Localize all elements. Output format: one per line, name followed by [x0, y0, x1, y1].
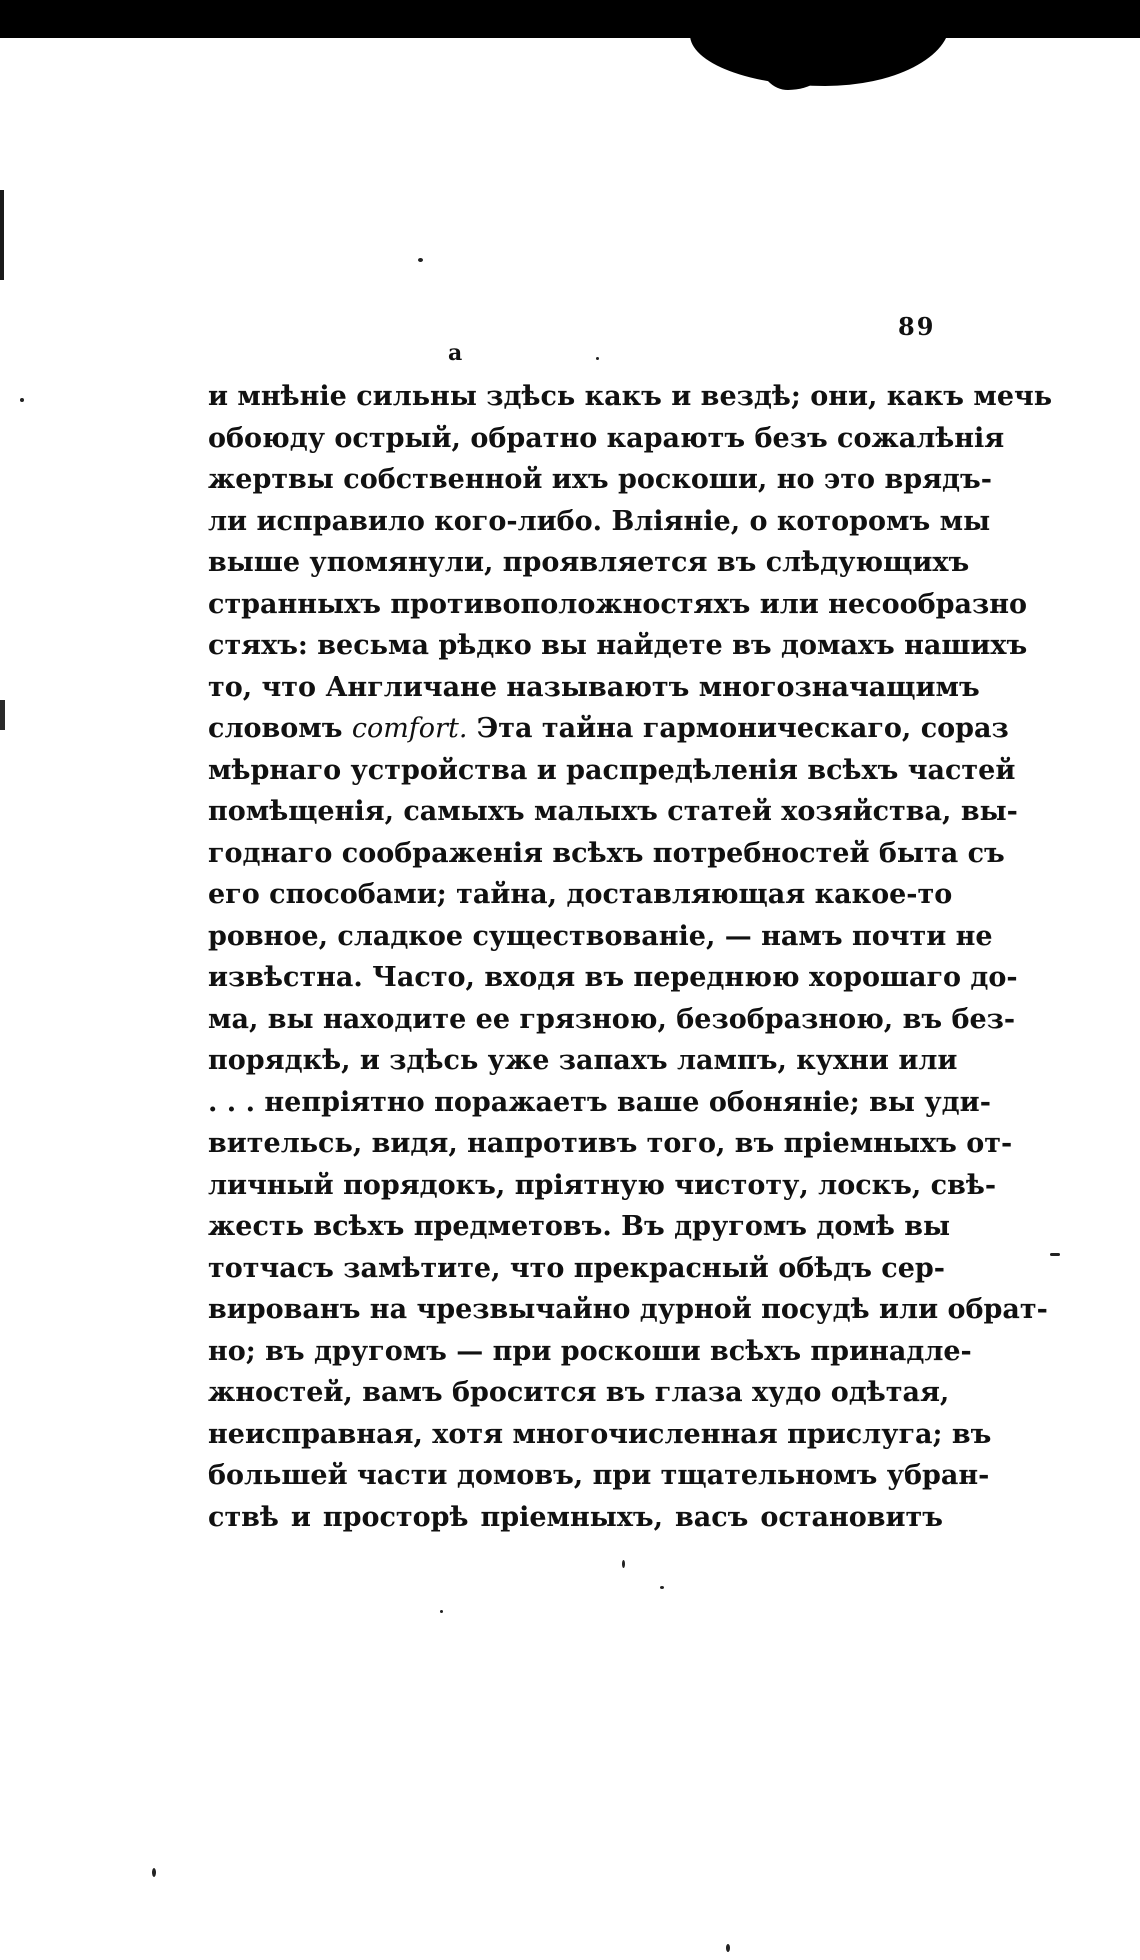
text-line: . . . непріятно поражаетъ ваше обоняніе; вы уди- — [208, 1086, 991, 1118]
scan-left-edge-mark — [0, 700, 5, 730]
text-line: большей части домовъ, при тщательномъ убран- — [208, 1460, 990, 1491]
text-line: но; въ другомъ — при роскоши всѣхъ принадле- — [208, 1335, 972, 1367]
scan-speck — [440, 1610, 443, 1613]
text-line: его способами; тайна, доставляющая какое-то — [208, 879, 953, 910]
scan-speck — [622, 1560, 625, 1568]
text-line: жесть всѣхъ предметовъ. Въ другомъ домѣ вы — [208, 1211, 951, 1242]
text-line: жностей, вамъ бросится въ глаза худо одѣтая, — [208, 1377, 950, 1408]
text-line: странныхъ противоположностяхъ или несообразно — [208, 588, 1027, 620]
scan-speck — [418, 258, 423, 262]
text-line: ровное, сладкое существованіе, — намъ почти не — [208, 920, 993, 952]
page-number: 89 — [898, 312, 936, 341]
text-line: тотчасъ замѣтите, что прекрасный обѣдъ сер- — [208, 1252, 946, 1284]
text-line: вированъ на чрезвычайно дурной посудѣ или обрат- — [208, 1294, 1048, 1325]
scan-speck — [660, 1586, 664, 1589]
text-line: выше упомянули, проявляется въ слѣдующихъ — [208, 547, 970, 578]
text-line: извѣстна. Часто, входя въ переднюю хорошаго до- — [208, 962, 1018, 993]
text-line: то, что Англичане называютъ многозначащимъ — [208, 671, 980, 703]
text-line: вительсь, видя, напротивъ того, въ пріемныхъ от- — [208, 1128, 1013, 1159]
text-line: и мнѣніе сильны здѣсь какъ и вездѣ; они, какъ мечь — [208, 381, 1053, 412]
text-line: ма, вы находите ее грязною, безобразною, въ без- — [208, 1003, 1016, 1035]
scan-top-border — [0, 0, 1140, 38]
scan-speck — [1050, 1253, 1060, 1256]
text-line: стяхъ: весьма рѣдко вы найдете въ домахъ нашихъ — [208, 630, 1028, 661]
italic-word: comfort. — [351, 713, 468, 744]
text-line: неисправная, хотя многочисленная прислуга; въ — [208, 1418, 992, 1450]
text-line: обоюду острый, обратно караютъ безъ сожалѣнія — [208, 422, 1005, 454]
signature-mark: a — [448, 340, 463, 366]
text-run: словомъ — [208, 713, 352, 744]
text-line: порядкѣ, и здѣсь уже запахъ лампъ, кухни или — [208, 1045, 958, 1076]
text-line: мѣрнаго устройства и распредѣленія всѣхъ частей — [208, 754, 1016, 786]
text-line: личный порядокъ, пріятную чистоту, лоскъ, свѣ- — [208, 1169, 997, 1201]
text-line: жертвы собственной ихъ роскоши, но это врядъ- — [208, 464, 992, 495]
text-line: помѣщенія, самыхъ малыхъ статей хозяйства, вы- — [208, 796, 1018, 827]
text-line: ли исправило кого-либо. Вліяніе, о которомъ мы — [208, 505, 991, 537]
body-text — [208, 376, 1053, 1538]
text-line: годнаго соображенія всѣхъ потребностей быта съ — [208, 837, 1005, 869]
scan-speck — [726, 1944, 730, 1952]
text-line — [208, 708, 1009, 750]
text-line: ствѣ и просторѣ пріемныхъ, васъ остановитъ — [208, 1501, 943, 1533]
scan-speck — [20, 398, 24, 402]
scan-speck — [152, 1868, 156, 1877]
scan-speck — [596, 357, 599, 360]
scan-left-edge-mark — [0, 190, 4, 280]
text-run: Эта тайна гармоническаго, сораз — [467, 713, 1009, 744]
